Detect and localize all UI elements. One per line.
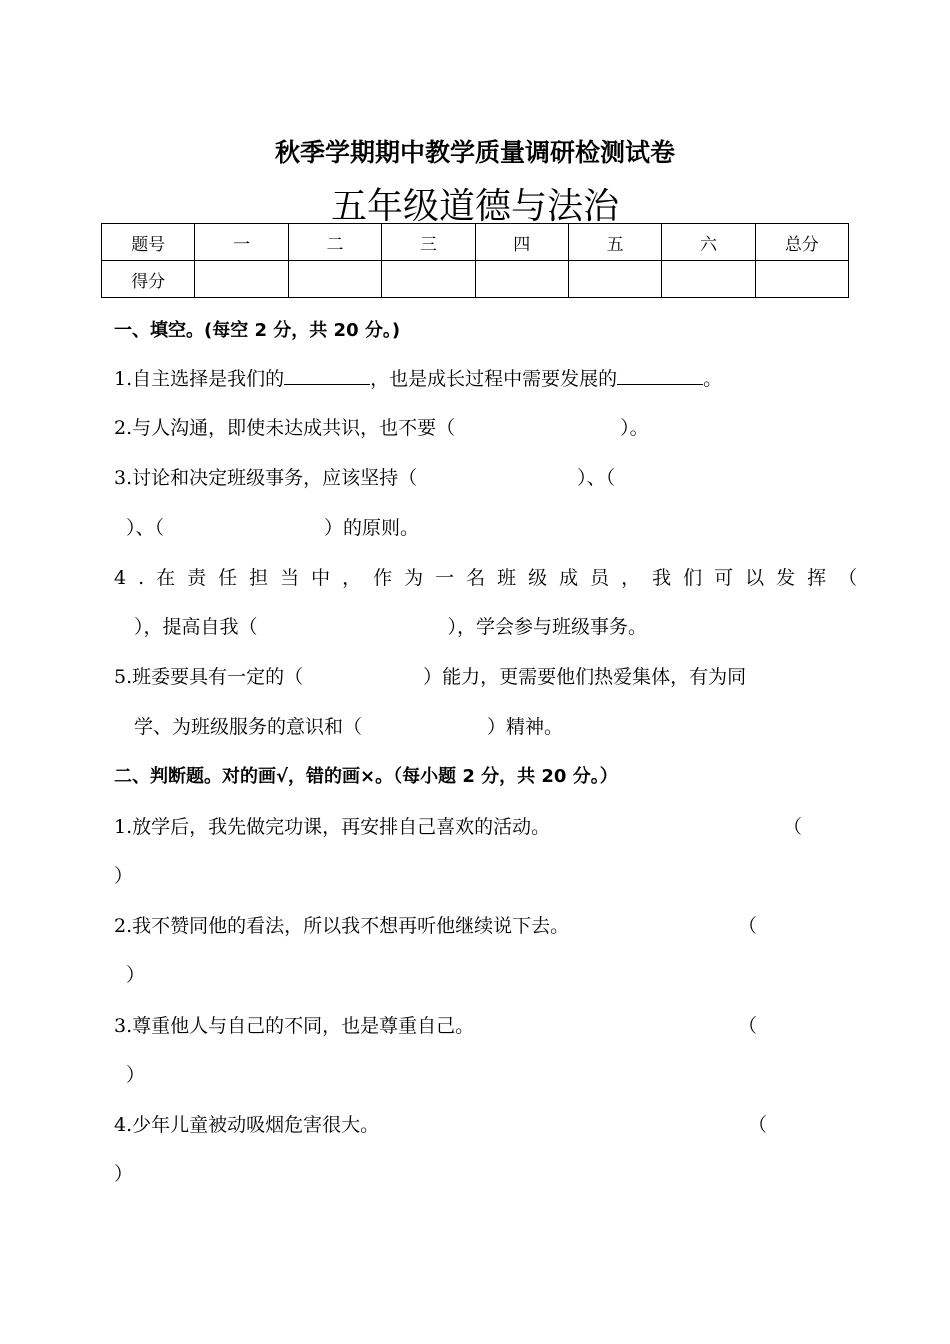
question-text: ），提高自我（ [134, 616, 258, 638]
score-entry-cell[interactable] [662, 261, 755, 298]
question-text: ）、（ [577, 467, 616, 489]
score-entry-cell[interactable] [288, 261, 381, 298]
score-cell: 四 [475, 224, 568, 261]
question-1-5 [114, 662, 746, 689]
question-text: 4.在责任担当中，作为一名班级成员，我们可以发挥（ [114, 567, 870, 589]
score-entry-cell[interactable] [382, 261, 475, 298]
question-1-1 [114, 364, 722, 391]
judge-paren-open[interactable]: （ [738, 1015, 758, 1037]
question-1-3 [114, 463, 615, 490]
judge-paren-open[interactable]: （ [748, 1114, 768, 1136]
question-text: 3.讨论和决定班级事务，应该坚持（ [114, 467, 418, 489]
section2-heading: 二、判断题。对的画√，错的画×。（每小题 2 分，共 20 分。） [114, 766, 618, 787]
judge-paren-open[interactable]: （ [738, 915, 758, 937]
judge-paren-close[interactable]: ） [126, 1064, 146, 1086]
score-cell: 总分 [755, 224, 848, 261]
exam-title: 秋季学期期中教学质量调研检测试卷 [274, 138, 675, 167]
judge-paren-close[interactable]: ） [126, 964, 146, 986]
question-1-5-cont [134, 712, 563, 739]
score-table [101, 223, 849, 298]
question-text: 1.自主选择是我们的 [114, 368, 285, 390]
answer-blank[interactable] [617, 366, 703, 385]
score-cell: 题号 [102, 224, 195, 261]
judge-paren-close[interactable]: ） [114, 1163, 134, 1185]
judge-item-2: 2.我不赞同他的看法，所以我不想再听他继续说下去。 [114, 915, 570, 937]
score-cell: 三 [382, 224, 475, 261]
question-1-3-cont [126, 513, 419, 540]
score-label-cell: 得分 [102, 261, 195, 298]
score-entry-cell[interactable] [568, 261, 661, 298]
score-cell: 二 [288, 224, 381, 261]
judge-paren-close[interactable]: ） [114, 865, 134, 887]
exam-subject: 五年级道德与法治 [330, 186, 619, 227]
answer-blank[interactable] [284, 366, 370, 385]
judge-paren-open[interactable]: （ [783, 816, 803, 838]
judge-item-4: 4.少年儿童被动吸烟危害很大。 [114, 1114, 380, 1136]
score-entry-cell[interactable] [475, 261, 568, 298]
judge-item-1: 1.放学后，我先做完功课，再安排自己喜欢的活动。 [114, 816, 551, 838]
score-entry-cell[interactable] [195, 261, 288, 298]
question-1-4 [114, 563, 869, 590]
score-table-score-row [102, 261, 849, 298]
score-table-header-row [102, 224, 849, 261]
question-text: 2.与人沟通，即使未达成共识，也不要（ [114, 417, 456, 439]
judge-item-3: 3.尊重他人与自己的不同，也是尊重自己。 [114, 1015, 475, 1037]
question-text: ）的原则。 [324, 517, 420, 539]
question-text: ）能力，更需要他们热爱集体，有为同 [423, 666, 747, 688]
question-text: 5.班委要具有一定的（ [114, 666, 304, 688]
question-text: 学、为班级服务的意识和（ [134, 716, 363, 738]
question-1-4-cont [134, 612, 647, 639]
question-text: ，也是成长过程中需要发展的 [370, 368, 618, 390]
question-text: ）、（ [126, 517, 165, 539]
score-entry-cell[interactable] [755, 261, 848, 298]
question-text: ）精神。 [487, 716, 564, 738]
question-text: 。 [703, 368, 723, 390]
question-1-2 [114, 413, 649, 440]
section1-heading: 一、填空。(每空 2 分，共 20 分。) [114, 320, 401, 341]
score-cell: 五 [568, 224, 661, 261]
question-text: ），学会参与班级事务。 [447, 616, 648, 638]
score-cell: 一 [195, 224, 288, 261]
score-cell: 六 [662, 224, 755, 261]
question-text: ）。 [620, 417, 649, 439]
